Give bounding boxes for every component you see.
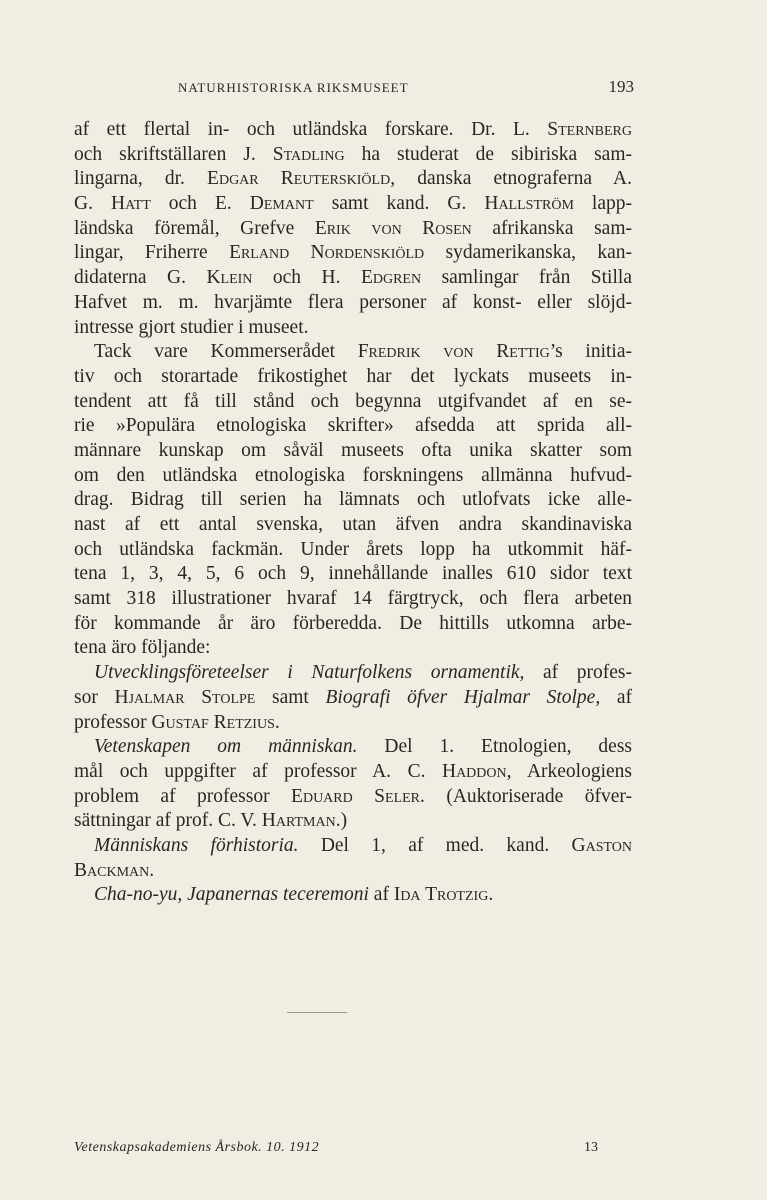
text-line — [74, 464, 632, 489]
body-text — [74, 118, 632, 908]
text-line — [74, 390, 632, 415]
text-segment: didaterna G. — [74, 267, 207, 289]
text-line — [74, 414, 632, 439]
name-smallcaps: Haddon — [441, 760, 507, 782]
text-segment: sor — [74, 686, 115, 708]
text-line — [74, 538, 632, 563]
text-line — [74, 291, 632, 316]
text-line — [74, 488, 632, 513]
text-segment: Tack vare Kommerserådet — [94, 341, 358, 363]
text-line — [74, 711, 632, 736]
text-segment: Del 1, af med. kand. — [298, 834, 572, 856]
text-segment: , Arkeologiens — [506, 760, 633, 782]
text-segment: och skriftställaren J. — [74, 143, 273, 165]
name-smallcaps: Klein — [206, 267, 253, 289]
name-smallcaps: Hartman — [261, 810, 336, 832]
text-segment: . — [274, 711, 280, 733]
text-line — [74, 883, 632, 908]
sheet-number: 13 — [584, 1140, 598, 1155]
text-segment: . — [149, 859, 155, 881]
running-title: NATURHISTORISKA RIKSMUSEET — [178, 80, 409, 95]
text-segment: männare kunskap om såväl museets ofta unika skatter som — [74, 439, 632, 461]
title-italic: Utvecklingsföreteelser i Naturfolkens ornamentik, — [94, 662, 525, 684]
text-segment: intresse gjort studier i museet. — [74, 316, 309, 338]
text-segment: drag. Bidrag till serien ha lämnats och utlofvats icke alle- — [74, 489, 632, 511]
text-segment: och H. — [252, 267, 361, 289]
text-segment: mål och uppgifter af professor A. C. — [74, 760, 442, 782]
name-smallcaps: Erland Nordenskiöld — [229, 242, 425, 264]
text-segment: sydamerikanska, kan- — [424, 242, 632, 264]
name-smallcaps: Stadling — [272, 143, 345, 165]
text-line — [74, 340, 632, 365]
text-segment: samt — [255, 686, 326, 708]
text-line — [74, 118, 632, 143]
title-italic: Cha-no-yu, Japanernas teceremoni — [94, 884, 369, 906]
text-segment: rie »Populära etnologiska skrifter» afsedda att sprida all- — [74, 415, 632, 437]
text-line — [74, 365, 632, 390]
text-segment: af ett flertal in- och utländska forskare. Dr. L. — [74, 119, 548, 140]
text-line — [74, 809, 632, 834]
text-segment: samt kand. G. — [313, 193, 485, 215]
text-segment: af profes- — [524, 662, 632, 684]
text-line — [74, 562, 632, 587]
name-smallcaps: Gustaf Retzius — [151, 711, 275, 733]
running-header — [178, 78, 634, 100]
text-line — [74, 785, 632, 810]
footer — [74, 1140, 598, 1160]
text-segment: lingar, Friherre — [74, 242, 230, 264]
text-line — [74, 241, 632, 266]
text-segment: lingarna, dr. — [74, 168, 208, 190]
text-line — [74, 217, 632, 242]
text-segment: professor — [74, 711, 152, 733]
text-line — [74, 735, 632, 760]
text-line — [74, 316, 632, 341]
text-segment: för kommande år äro förberedda. De hittills utkomna arbe- — [74, 612, 632, 634]
page-number: 193 — [608, 77, 634, 96]
text-segment: sättningar af prof. C. V. — [74, 810, 262, 832]
text-segment: tena 1, 3, 4, 5, 6 och 9, innehållande inalles 610 sidor text — [74, 563, 632, 585]
text-segment: . — [488, 884, 494, 906]
name-smallcaps: Ida Trotzig — [393, 884, 489, 906]
text-segment: samt 318 illustrationer hvaraf 14 färgtryck, och flera arbeten — [74, 588, 632, 610]
text-segment: ha studerat de sibiriska sam- — [344, 143, 632, 165]
text-segment: lapp- — [573, 193, 632, 215]
text-segment: ’s initia- — [549, 341, 632, 363]
name-smallcaps: Hjalmar Stolpe — [114, 686, 256, 708]
section-rule — [287, 1012, 347, 1013]
text-line — [74, 143, 632, 168]
text-segment: tena äro följande: — [74, 637, 211, 659]
title-italic: Vetenskapen om människan. — [94, 736, 358, 758]
text-segment: och utländska fackmän. Under årets lopp ha utkommit häf- — [74, 538, 632, 560]
text-segment: af — [600, 686, 632, 708]
title-italic: Biografi öfver Hjalmar Stolpe, — [325, 686, 601, 708]
name-smallcaps: Eduard Seler — [291, 785, 421, 807]
name-smallcaps: Edgar Reuterskiöld — [207, 168, 391, 190]
text-segment: Hafvet m. m. hvarjämte flera personer af konst- eller slöjd- — [74, 291, 632, 313]
footer-journal: Vetenskapsakademiens Årsbok. 10. 1912 — [74, 1140, 320, 1155]
text-line — [74, 192, 632, 217]
text-line — [74, 612, 632, 637]
name-smallcaps: Fredrik von Rettig — [357, 341, 550, 363]
title-italic: Människans förhistoria. — [94, 834, 299, 856]
text-line — [74, 266, 632, 291]
text-line — [74, 167, 632, 192]
text-line — [74, 439, 632, 464]
text-segment: ländska föremål, Grefve — [74, 217, 315, 239]
name-smallcaps: Hatt — [111, 193, 151, 215]
text-line — [74, 587, 632, 612]
name-smallcaps: Demant — [249, 193, 314, 215]
text-segment: Del 1. Etnologien, dess — [357, 736, 632, 758]
text-segment: tiv och storartade frikostighet har det lyckats museets in- — [74, 365, 632, 387]
text-segment: afrikanska sam- — [471, 217, 632, 239]
name-smallcaps: Gaston — [571, 834, 632, 856]
text-segment: samlingar från Stilla — [421, 267, 632, 289]
text-segment: tendent att få till stånd och begynna utgifvandet af en se- — [74, 390, 632, 412]
text-line — [74, 661, 632, 686]
text-line — [74, 636, 632, 661]
text-segment: .) — [335, 810, 348, 832]
text-segment: nast af ett antal svenska, utan äfven andra skandinaviska — [74, 514, 632, 535]
text-segment: . (Auktoriserade öfver- — [420, 785, 633, 807]
text-segment: om den utländska etnologiska forskningens allmänna hufvud- — [74, 464, 632, 486]
name-smallcaps: Hallström — [484, 193, 574, 215]
name-smallcaps: Edgren — [360, 267, 422, 289]
text-line — [74, 513, 632, 538]
name-smallcaps: Erik von Rosen — [314, 217, 472, 239]
text-line — [74, 859, 632, 884]
text-line — [74, 686, 632, 711]
text-segment: och E. — [150, 193, 250, 215]
text-line — [74, 834, 632, 859]
name-smallcaps: Sternberg — [547, 119, 632, 140]
name-smallcaps: Backman — [74, 859, 150, 881]
text-segment: G. — [74, 193, 111, 215]
text-segment: , danska etnograferna A. — [390, 168, 632, 190]
text-line — [74, 760, 632, 785]
text-segment: problem af professor — [74, 785, 292, 807]
text-segment: af — [368, 884, 394, 906]
